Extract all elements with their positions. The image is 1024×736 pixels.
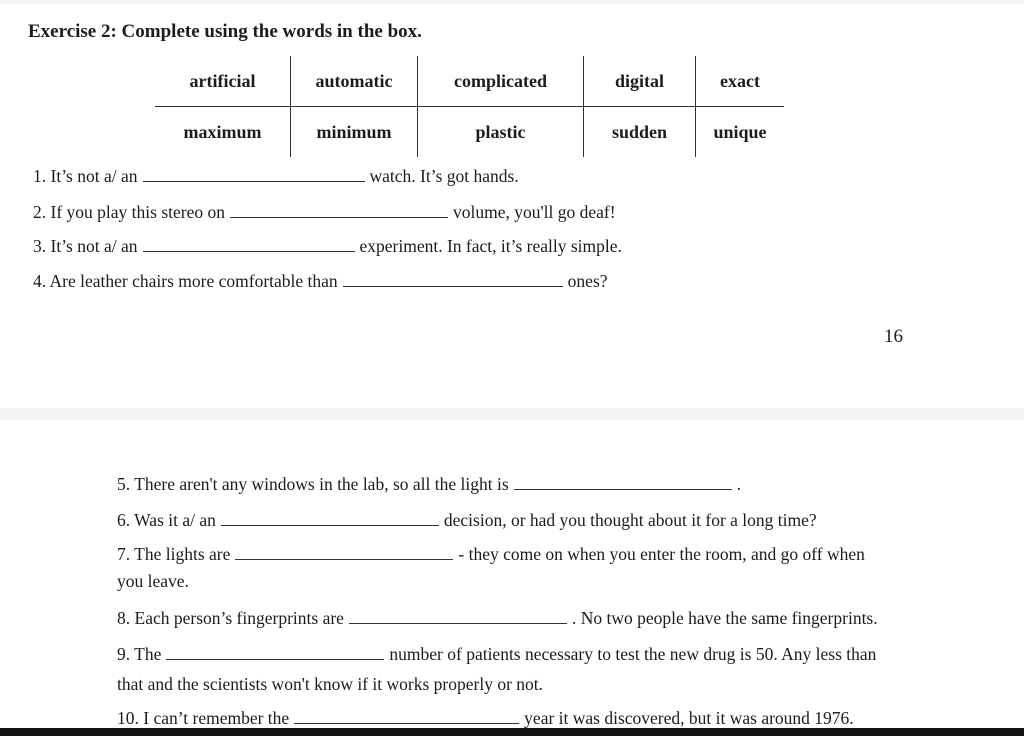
question-2 bbox=[33, 200, 616, 224]
word-box-cell: minimum bbox=[291, 107, 418, 158]
question-7 bbox=[117, 542, 865, 566]
question-6 bbox=[117, 508, 817, 532]
question-text: . bbox=[736, 474, 742, 494]
question-7-continued: you leave. bbox=[117, 571, 189, 591]
word-box-cell: maximum bbox=[155, 107, 291, 158]
question-text: - they come on when you enter the room, and go off when bbox=[458, 544, 865, 564]
question-text: 3. It’s not a/ an bbox=[33, 236, 138, 256]
question-text: . No two people have the same fingerprints. bbox=[571, 608, 878, 628]
question-text: 2. If you play this stereo on bbox=[33, 202, 225, 222]
question-text: 10. I can’t remember the bbox=[117, 708, 290, 728]
exercise-title: Exercise 2: Complete using the words in the box. bbox=[28, 21, 422, 42]
question-text: experiment. In fact, it’s really simple. bbox=[359, 236, 622, 256]
answer-blank[interactable] bbox=[349, 606, 567, 624]
worksheet-page-1 bbox=[0, 4, 1024, 408]
answer-blank[interactable] bbox=[166, 642, 384, 660]
answer-blank[interactable] bbox=[221, 508, 439, 526]
word-box-row-2 bbox=[155, 107, 784, 158]
answer-blank[interactable] bbox=[235, 542, 453, 560]
question-8 bbox=[117, 606, 878, 630]
word-box bbox=[155, 56, 784, 157]
answer-blank[interactable] bbox=[514, 472, 732, 490]
question-text: decision, or had you thought about it for a long time? bbox=[443, 510, 817, 530]
word-box-cell: automatic bbox=[291, 56, 418, 107]
question-text: 6. Was it a/ an bbox=[117, 510, 216, 530]
question-text: watch. It’s got hands. bbox=[369, 166, 519, 186]
question-text: 5. There aren't any windows in the lab, so all the light is bbox=[117, 474, 509, 494]
answer-blank[interactable] bbox=[343, 269, 563, 287]
question-3 bbox=[33, 234, 622, 258]
word-box-cell: unique bbox=[713, 121, 767, 142]
answer-blank[interactable] bbox=[143, 164, 365, 182]
question-10 bbox=[117, 706, 854, 730]
page-number: 16 bbox=[884, 326, 903, 347]
question-text: 8. Each person’s fingerprints are bbox=[117, 608, 344, 628]
worksheet-page-2 bbox=[0, 420, 1024, 736]
question-text: 1. It’s not a/ an bbox=[33, 166, 138, 186]
word-box-row-1 bbox=[155, 56, 784, 107]
word-box-cell: exact bbox=[696, 56, 785, 107]
question-text: number of patients necessary to test the new drug is 50. Any less than bbox=[389, 644, 877, 664]
question-text: year it was discovered, but it was around 1976. bbox=[524, 708, 854, 728]
word-box-cell: plastic bbox=[418, 107, 584, 158]
question-5 bbox=[117, 472, 741, 496]
question-9 bbox=[117, 642, 876, 666]
question-text: volume, you'll go deaf! bbox=[452, 202, 616, 222]
question-4 bbox=[33, 269, 608, 293]
word-box-cell: sudden bbox=[584, 107, 696, 158]
answer-blank[interactable] bbox=[294, 706, 519, 724]
question-text: 7. The lights are bbox=[117, 544, 231, 564]
question-9-continued: that and the scientists won't know if it works properly or not. bbox=[117, 674, 544, 694]
answer-blank[interactable] bbox=[230, 200, 448, 218]
question-text: 9. The bbox=[117, 644, 162, 664]
word-box-cell: digital bbox=[584, 56, 696, 107]
word-box-cell: complicated bbox=[418, 56, 584, 107]
bottom-edge-bar bbox=[0, 728, 1024, 736]
question-1 bbox=[33, 164, 519, 188]
word-box-cell: artificial bbox=[155, 56, 291, 107]
question-text: ones? bbox=[567, 271, 608, 291]
answer-blank[interactable] bbox=[143, 234, 355, 252]
question-text: 4. Are leather chairs more comfortable than bbox=[33, 271, 338, 291]
